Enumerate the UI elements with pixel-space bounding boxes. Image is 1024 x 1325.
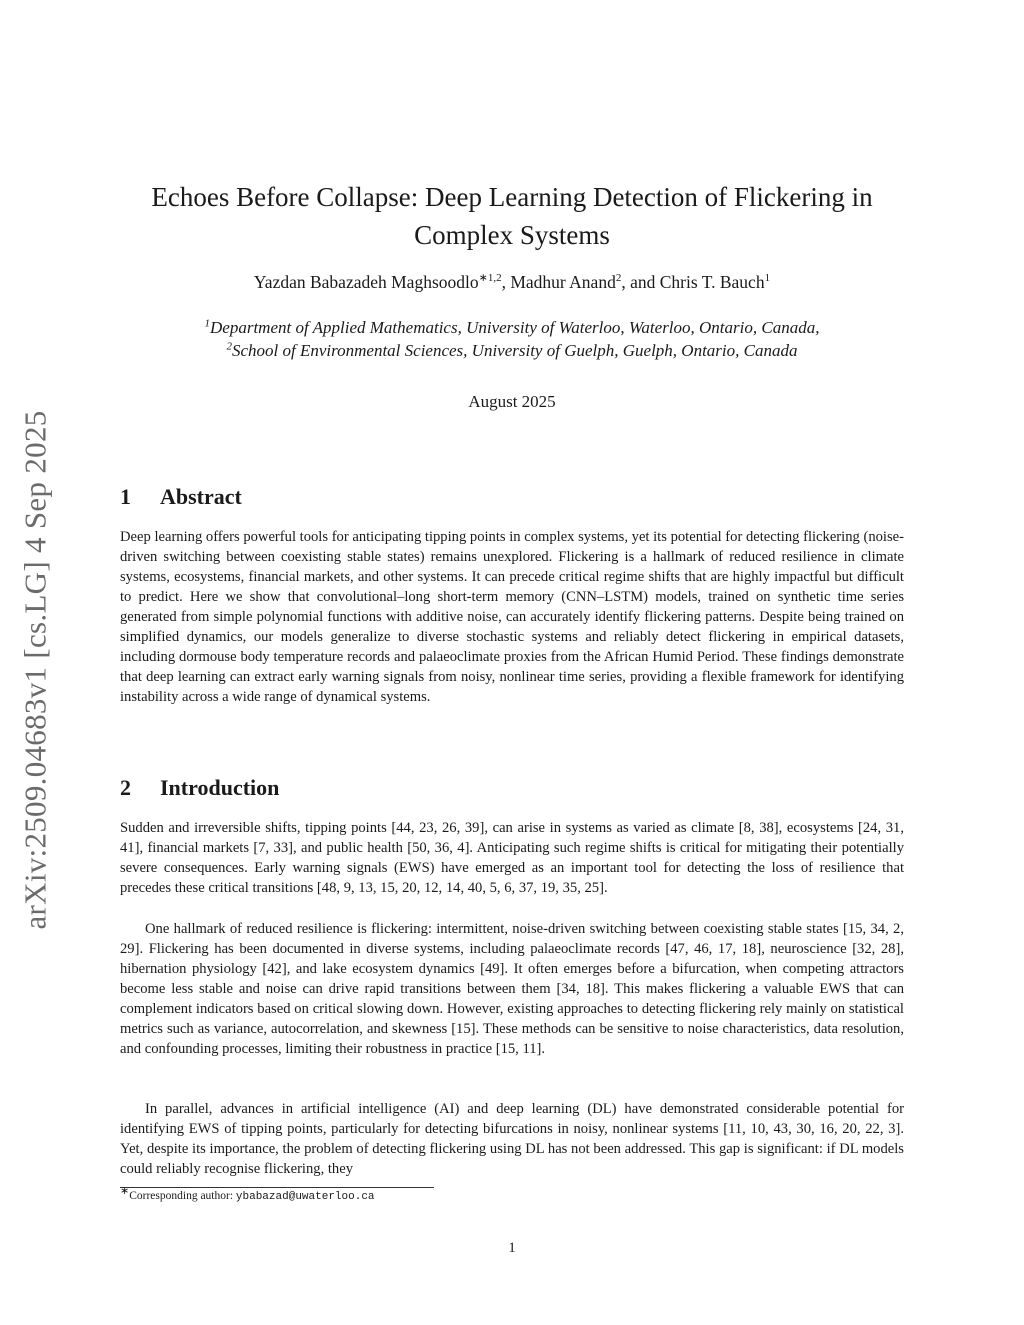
publication-date: August 2025 [468, 392, 556, 411]
abstract-paragraph: Deep learning offers powerful tools for anticipating tipping points in complex systems, yet its potential for detecting flickering (noise-driven switching between coexisting stable states) remains unexplored. Flickering is a hallmark of reduced resilience in climate systems, ecosystems, financial markets, and other systems. It can precede critical regime shifts that are highly impactful but difficult to predict. Here we show that convolutional–long short-term memory (CNN–LSTM) models, trained on synthetic time series generated from simple polynomial functions with additive noise, can accurately identify flickering patterns. Despite being trained on simplified dynamics, our models generalize to diverse stochastic systems and reliably detect flickering in empirical datasets, including dormouse body temperature records and palaeoclimate proxies from the African Humid Period. These findings demonstrate that deep learning can extract early warning signals from noisy, nonlinear time series, providing a flexible framework for identifying instability across a wide range of dynamical systems. [120, 529, 904, 705]
footnote-label: Corresponding author: [129, 1190, 236, 1202]
affiliation-2-text: School of Environmental Sciences, University of Guelph, Guelph, Ontario, Canada [232, 341, 798, 360]
intro-paragraph-1: Sudden and irreversible shifts, tipping points [44, 23, 26, 39], can arise in systems as varied as climate [8, 38], ecosystems [24, 31, 41], financial markets [7, 33], and public health [50, 36, 4]. Anticipating such regime shifts is critical for mitigating their potentially severe consequences. Early warning signals (EWS) have emerged as an important tool for detecting the loss of resilience that precedes these critical transitions [48, 9, 13, 15, 20, 12, 14, 40, 5, 6, 37, 19, 35, 25]. [120, 820, 904, 896]
author-separator: , and [621, 272, 660, 292]
affiliation-1-mark: 1 [204, 317, 211, 330]
footnote [120, 1185, 620, 1203]
arxiv-identifier [6, 380, 66, 960]
author-separator: , [501, 272, 511, 292]
section-number: 2 [120, 775, 131, 800]
author-1-affil-mark: ∗1,2 [478, 272, 502, 285]
intro-paragraph-2: One hallmark of reduced resilience is flickering: intermittent, noise-driven switching between coexisting stable states [15, 34, 2, 29]. Flickering has been documented in diverse systems, including palaeoclimate records [47, 46, 17, 18], neuroscience [32, 28], hibernation physiology [42], and lake ecosystem dynamics [49]. It often emerges before a bifurcation, when competing attractors become less stable and noise can drive rapid transitions between them [34, 18]. This makes flickering a valuable EWS that can complement indicators based on critical slowing down. However, existing approaches to detecting flickering rely mainly on statistical metrics such as variance, autocorrelation, and skewness [15]. These methods can be sensitive to noise characteristics, data resolution, and confounding processes, limiting their robustness in practice [15, 11]. [120, 921, 904, 1057]
author-1: Yazdan Babazadeh Maghsoodlo [253, 272, 479, 292]
author-list [120, 272, 904, 293]
paper-title [120, 178, 904, 254]
title-line-1: Echoes Before Collapse: Deep Learning Detection of Flickering in [151, 182, 873, 212]
affiliations [110, 316, 914, 362]
footnote-rule [120, 1187, 434, 1188]
affiliation-1 [110, 316, 914, 339]
intro-paragraph-3: In parallel, advances in artificial intelligence (AI) and deep learning (DL) have demonstrated considerable potential for identifying EWS of tipping points, particularly for detecting bifurcations in noisy, nonlinear systems [11, 10, 43, 30, 16, 20, 22, 3]. Yet, despite its importance, the problem of detecting flickering using DL has not been addressed. This gap is significant: if DL models could reliably recognise flickering, they [120, 1101, 904, 1177]
page-number: 1 [508, 1240, 516, 1256]
author-3: Chris T. Bauch [659, 272, 765, 292]
section-title: Introduction [160, 775, 280, 800]
section-title: Abstract [160, 484, 242, 509]
section-heading-abstract [120, 484, 242, 510]
section-heading-introduction [120, 775, 279, 801]
corresponding-email: ybabazad@uwaterloo.ca [235, 1191, 375, 1203]
author-2-affil-mark: 2 [615, 272, 622, 285]
affiliation-2-mark: 2 [226, 340, 232, 353]
arxiv-identifier-text: arXiv:2509.04683v1 [cs.LG] 4 Sep 2025 [18, 410, 53, 930]
section-number: 1 [120, 484, 131, 509]
title-line-2: Complex Systems [414, 220, 610, 250]
author-2: Madhur Anand [510, 272, 616, 292]
affiliation-2 [110, 339, 914, 362]
author-3-affil-mark: 1 [764, 272, 771, 285]
affiliation-1-text: Department of Applied Mathematics, University of Waterloo, Waterloo, Ontario, Canada, [210, 318, 820, 337]
footnote-mark: ∗ [120, 1185, 130, 1198]
